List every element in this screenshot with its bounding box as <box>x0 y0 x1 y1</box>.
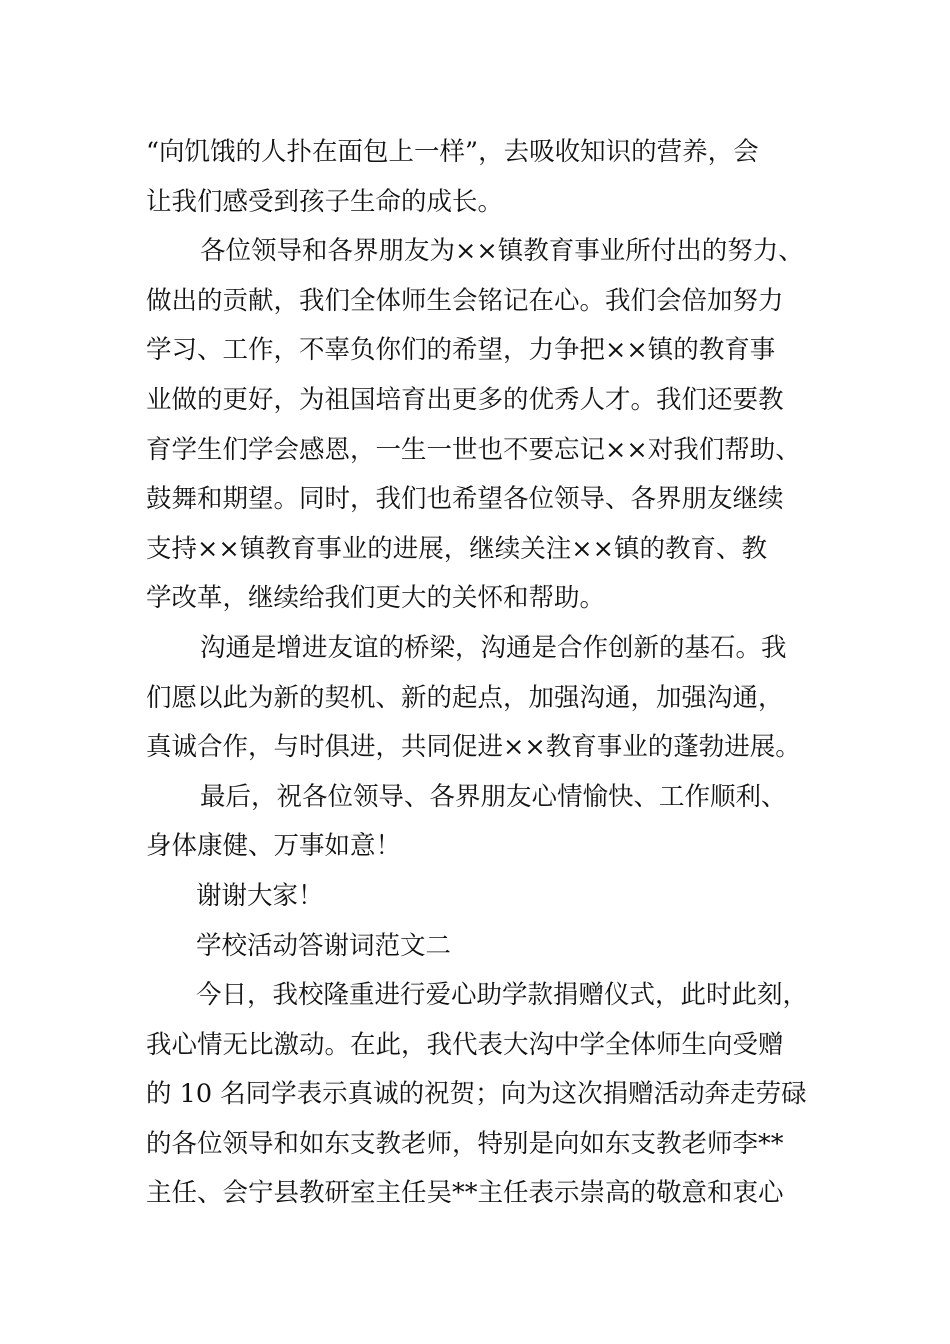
text-line: 业做的更好，为祖国培育出更多的优秀人才。我们还要教 <box>146 384 784 415</box>
text-line: 我心情无比激动。在此，我代表大沟中学全体师生向受赠 <box>146 1029 784 1060</box>
text-line: 育学生们学会感恩，一生一世也不要忘记××对我们帮助、 <box>146 434 801 465</box>
text-line: 们愿以此为新的契机、新的起点，加强沟通，加强沟通， <box>146 682 784 713</box>
text-line: 学习、工作，不辜负你们的希望，力争把××镇的教育事 <box>146 335 776 366</box>
section-heading: 学校活动答谢词范文二 <box>196 930 452 961</box>
text-line: 身体康健、万事如意！ <box>146 831 402 862</box>
paragraph-start-line: 沟通是增进友谊的桥梁，沟通是合作创新的基石。我 <box>200 632 787 663</box>
paragraph-start-line: 最后，祝各位领导、各界朋友心情愉快、工作顺利、 <box>200 781 787 812</box>
paragraph-start-line: 各位领导和各界朋友为××镇教育事业所付出的努力、 <box>200 236 804 267</box>
text-line: 的 10 名同学表示真诚的祝贺；向为这次捐赠活动奔走劳碌 <box>146 1079 807 1110</box>
paragraph-start-line: 今日，我校隆重进行爱心助学款捐赠仪式，此时此刻， <box>196 980 809 1011</box>
text-line: 支持××镇教育事业的进展，继续关注××镇的教育、教 <box>146 533 767 564</box>
closing-thanks: 谢谢大家！ <box>196 880 324 911</box>
text-line: 的各位领导和如东支教老师，特别是向如东支教老师李** <box>146 1128 784 1159</box>
text-line: 学改革，继续给我们更大的关怀和帮助。 <box>146 583 606 614</box>
text-line: 主任、会宁县教研室主任吴**主任表示崇高的敬意和衷心 <box>146 1178 784 1209</box>
text-line: 鼓舞和期望。同时，我们也希望各位领导、各界朋友继续 <box>146 484 784 515</box>
text-line: 让我们感受到孩子生命的成长。 <box>146 186 504 217</box>
text-line: “向饥饿的人扑在面包上一样”，去吸收知识的营养，会 <box>146 137 759 167</box>
text-line: 真诚合作，与时俱进，共同促进××教育事业的蓬勃进展。 <box>146 732 801 763</box>
document-page <box>146 128 836 1219</box>
text-line: 做出的贡献，我们全体师生会铭记在心。我们会倍加努力 <box>146 285 784 316</box>
